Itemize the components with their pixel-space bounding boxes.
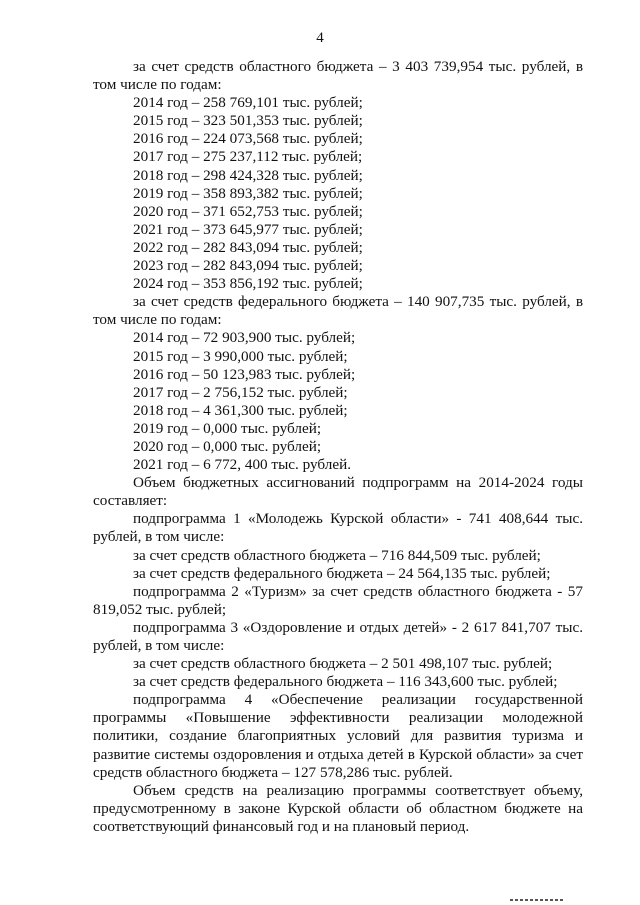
subprogram-1: подпрограмма 1 «Молодежь Курской области» - 741 408,644 тыс. рублей, в том числе:: [93, 510, 583, 546]
federal-year-2014: 2014 год – 72 903,900 тыс. рублей;: [133, 329, 356, 347]
subprogram-3-federal: за счет средств федерального бюджета – 116 343,600 тыс. рублей;: [133, 673, 558, 691]
regional-year-2023: 2023 год – 282 843,094 тыс. рублей;: [133, 257, 363, 275]
federal-year-2021: 2021 год – 6 772, 400 тыс. рублей.: [133, 456, 351, 474]
federal-year-2020: 2020 год – 0,000 тыс. рублей;: [133, 437, 322, 455]
federal-year-2016: 2016 год – 50 123,983 тыс. рублей;: [133, 365, 356, 383]
federal-year-2015: 2015 год – 3 990,000 тыс. рублей;: [133, 347, 348, 365]
regional-year-2024: 2024 год – 353 856,192 тыс. рублей;: [133, 275, 363, 293]
subprogram-3-regional: за счет средств областного бюджета – 2 501 498,107 тыс. рублей;: [133, 655, 553, 673]
regional-year-2021: 2021 год – 373 645,977 тыс. рублей;: [133, 220, 363, 238]
federal-year-2018: 2018 год – 4 361,300 тыс. рублей;: [133, 401, 348, 419]
document-body: [93, 58, 583, 836]
federal-budget-years: [93, 329, 583, 474]
regional-year-2019: 2019 год – 358 893,382 тыс. рублей;: [133, 184, 363, 202]
regional-year-2014: 2014 год – 258 769,101 тыс. рублей;: [133, 94, 363, 112]
scan-artifact: [510, 899, 565, 901]
subprogram-1-regional: за счет средств областного бюджета – 716 844,509 тыс. рублей;: [133, 546, 541, 564]
regional-year-2017: 2017 год – 275 237,112 тыс. рублей;: [133, 148, 363, 166]
regional-year-2018: 2018 год – 298 424,328 тыс. рублей;: [133, 166, 363, 184]
regional-year-2015: 2015 год – 323 501,353 тыс. рублей;: [133, 112, 363, 130]
regional-year-2022: 2022 год – 282 843,094 тыс. рублей;: [133, 238, 363, 256]
conclusion-paragraph: Объем средств на реализацию программы соответствует объему, предусмотренному в законе Курской области об областном бюджете на соответствующий финансовый год и на плановый период.: [93, 781, 583, 835]
subprogram-2: подпрограмма 2 «Туризм» за счет средств областного бюджета - 57 819,052 тыс. рублей;: [93, 582, 583, 618]
regional-budget-years: [93, 94, 583, 293]
regional-year-2020: 2020 год – 371 652,753 тыс. рублей;: [133, 202, 363, 220]
page-number: 4: [316, 30, 324, 46]
subprograms-intro: Объем бюджетных ассигнований подпрограмм на 2014-2024 годы составляет:: [93, 474, 583, 510]
subprogram-3: подпрограмма 3 «Оздоровление и отдых детей» - 2 617 841,707 тыс. рублей, в том числе:: [93, 618, 583, 654]
regional-year-2016: 2016 год – 224 073,568 тыс. рублей;: [133, 130, 363, 148]
federal-budget-intro: за счет средств федерального бюджета – 140 907,735 тыс. рублей, в том числе по годам:: [93, 293, 583, 329]
subprogram-4: подпрограмма 4 «Обеспечение реализации государственной программы «Повышение эффективности реализации молодежной политики, создание благоприятных условий для развития туризма и развитие системы оздоровления и отдыха детей в Курской области» за счет средств областного бюджета – 127 578,286 тыс. рублей.: [93, 691, 583, 781]
federal-year-2017: 2017 год – 2 756,152 тыс. рублей;: [133, 383, 348, 401]
subprogram-1-federal: за счет средств федерального бюджета – 24 564,135 тыс. рублей;: [133, 564, 551, 582]
regional-budget-intro: за счет средств областного бюджета – 3 403 739,954 тыс. рублей, в том числе по годам:: [93, 58, 583, 94]
federal-year-2019: 2019 год – 0,000 тыс. рублей;: [133, 419, 322, 437]
